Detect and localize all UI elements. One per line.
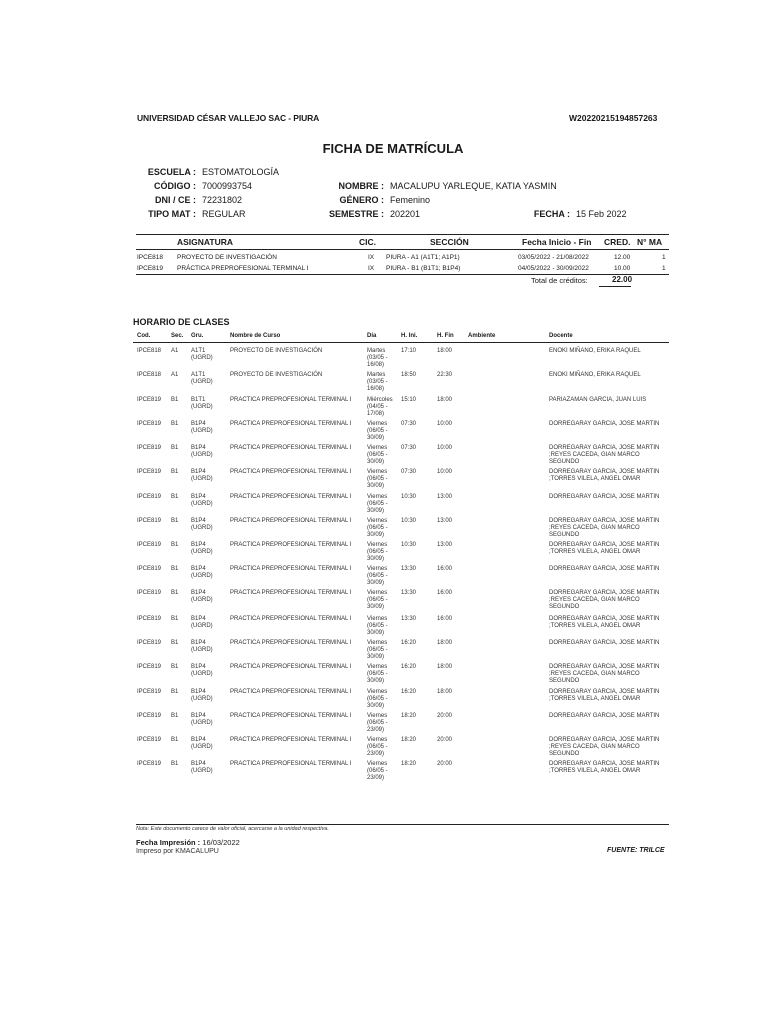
schedule-gru-cell: A1T1 (UGRD) bbox=[191, 348, 213, 362]
schedule-hini-cell: 15:10 bbox=[401, 397, 417, 403]
semestre-label: SEMESTRE : bbox=[328, 209, 384, 219]
schedule-cod-cell: IPCE819 bbox=[137, 664, 162, 670]
total-credits-value: 22.00 bbox=[612, 275, 633, 284]
fecha-value: 15 Feb 2022 bbox=[576, 209, 627, 219]
course-table-bottom-rule bbox=[136, 274, 669, 275]
schedule-dia-cell: Viernes (06/05 - 30/09) bbox=[367, 518, 388, 539]
schedule-cod-cell: IPCE819 bbox=[137, 616, 162, 622]
course-seccion: PIURA - A1 (A1T1; A1P1) bbox=[386, 254, 460, 261]
schedule-dia-cell: Viernes (06/05 - 30/09) bbox=[367, 445, 388, 466]
schedule-curso-cell: PRACTICA PREPROFESIONAL TERMINAL I bbox=[230, 737, 352, 743]
schedule-sec-cell: B1 bbox=[171, 761, 179, 767]
schedule-hini-cell: 07:30 bbox=[401, 445, 417, 451]
schedule-cod-cell: IPCE819 bbox=[137, 469, 162, 475]
codigo-label: CÓDIGO : bbox=[154, 181, 196, 191]
schedule-dia-cell: Viernes (06/05 - 30/09) bbox=[367, 542, 388, 563]
escuela-label: ESCUELA : bbox=[147, 167, 196, 177]
schedule-curso-cell: PRACTICA PREPROFESIONAL TERMINAL I bbox=[230, 761, 352, 767]
schedule-sec-cell: B1 bbox=[171, 445, 179, 451]
schedule-cod-cell: IPCE819 bbox=[137, 542, 162, 548]
schedule-gru-cell: B1P4 (UGRD) bbox=[191, 737, 213, 751]
schedule-hini-cell: 18:20 bbox=[401, 713, 417, 719]
fecha-label: FECHA : bbox=[533, 209, 570, 219]
document-code: W20220215194857263 bbox=[569, 113, 658, 123]
nombre-value: MACALUPU YARLEQUE, KATIA YASMIN bbox=[390, 181, 557, 191]
schedule-hini-cell: 16:20 bbox=[401, 689, 417, 695]
print-date-label: Fecha Impresión : bbox=[136, 838, 201, 847]
schedule-curso-cell: PRACTICA PREPROFESIONAL TERMINAL I bbox=[230, 494, 352, 500]
schedule-hini-cell: 13:30 bbox=[401, 566, 417, 572]
source-label: FUENTE: TRILCE bbox=[607, 847, 665, 854]
course-header-ciclo: CIC. bbox=[359, 237, 376, 247]
schedule-docente-cell: DORREGARAY GARCIA, JOSE MARTIN ;REYES CACEDA, GIAN MARCO SEGUNDO bbox=[549, 664, 660, 685]
schedule-cod-cell: IPCE818 bbox=[137, 372, 162, 378]
footer-note: Nota: Este documento carece de valor oficial, acercarse a la unidad respectiva. bbox=[136, 826, 329, 832]
schedule-hfin-cell: 20:00 bbox=[437, 713, 453, 719]
schedule-curso-cell: PRACTICA PREPROFESIONAL TERMINAL I bbox=[230, 518, 352, 524]
codigo-value: 7000993754 bbox=[202, 181, 253, 191]
schedule-dia-cell: Viernes (06/05 - 23/09) bbox=[367, 737, 388, 758]
schedule-header-rule bbox=[133, 342, 669, 343]
schedule-docente-cell: DORREGARAY GARCIA, JOSE MARTIN bbox=[549, 640, 660, 646]
schedule-cod-cell: IPCE819 bbox=[137, 445, 162, 451]
schedule-sec-cell: B1 bbox=[171, 518, 179, 524]
university-name: UNIVERSIDAD CÉSAR VALLEJO SAC - PIURA bbox=[137, 113, 320, 123]
schedule-cod-cell: IPCE819 bbox=[137, 421, 162, 427]
schedule-dia-cell: Viernes (06/05 - 30/09) bbox=[367, 566, 388, 587]
schedule-sec-cell: B1 bbox=[171, 616, 179, 622]
schedule-docente-cell: ENOKI MIÑANO, ERIKA RAQUEL bbox=[549, 372, 641, 378]
genero-label: GÉNERO : bbox=[339, 195, 384, 205]
schedule-sec-cell: B1 bbox=[171, 542, 179, 548]
schedule-cod-cell: IPCE819 bbox=[137, 689, 162, 695]
schedule-hfin-cell: 18:00 bbox=[437, 664, 453, 670]
schedule-curso-cell: PRACTICA PREPROFESIONAL TERMINAL I bbox=[230, 664, 352, 670]
schedule-gru-cell: B1P4 (UGRD) bbox=[191, 566, 213, 580]
schedule-curso-cell: PRACTICA PREPROFESIONAL TERMINAL I bbox=[230, 713, 352, 719]
schedule-header-docente: Docente bbox=[549, 333, 573, 339]
course-veces: 1 bbox=[662, 265, 666, 272]
schedule-header-hini: H. Ini. bbox=[401, 333, 418, 339]
schedule-hini-cell: 17:10 bbox=[401, 348, 417, 354]
schedule-cod-cell: IPCE819 bbox=[137, 397, 162, 403]
schedule-sec-cell: B1 bbox=[171, 737, 179, 743]
course-name: PROYECTO DE INVESTIGACIÓN bbox=[177, 254, 277, 261]
schedule-hfin-cell: 20:00 bbox=[437, 737, 453, 743]
escuela-value: ESTOMATOLOGÍA bbox=[202, 167, 280, 177]
course-fechas: 03/05/2022 - 21/08/2022 bbox=[518, 254, 589, 261]
schedule-sec-cell: B1 bbox=[171, 469, 179, 475]
print-date bbox=[136, 838, 240, 847]
schedule-hfin-cell: 20:00 bbox=[437, 761, 453, 767]
schedule-curso-cell: PRACTICA PREPROFESIONAL TERMINAL I bbox=[230, 421, 352, 427]
schedule-gru-cell: B1P4 (UGRD) bbox=[191, 761, 213, 775]
schedule-dia-cell: Miércoles (04/05 - 17/08) bbox=[367, 397, 393, 418]
schedule-dia-cell: Martes (03/05 - 16/08) bbox=[367, 372, 388, 393]
schedule-docente-cell: DORREGARAY GARCIA, JOSE MARTIN ;TORRES VILELA, ANGEL OMAR bbox=[549, 689, 660, 703]
course-header-seccion: SECCIÓN bbox=[430, 237, 469, 247]
schedule-docente-cell: DORREGARAY GARCIA, JOSE MARTIN bbox=[549, 713, 660, 719]
schedule-cod-cell: IPCE818 bbox=[137, 348, 162, 354]
schedule-gru-cell: B1P4 (UGRD) bbox=[191, 689, 213, 703]
schedule-dia-cell: Viernes (06/05 - 23/09) bbox=[367, 713, 388, 734]
schedule-hfin-cell: 22:30 bbox=[437, 372, 453, 378]
schedule-curso-cell: PRACTICA PREPROFESIONAL TERMINAL I bbox=[230, 640, 352, 646]
schedule-hfin-cell: 10:00 bbox=[437, 469, 453, 475]
schedule-curso-cell: PRACTICA PREPROFESIONAL TERMINAL I bbox=[230, 397, 352, 403]
schedule-docente-cell: DORREGARAY GARCIA, JOSE MARTIN bbox=[549, 494, 660, 500]
schedule-dia-cell: Viernes (06/05 - 30/09) bbox=[367, 494, 388, 515]
page-title bbox=[0, 141, 768, 156]
schedule-cod-cell: IPCE819 bbox=[137, 640, 162, 646]
schedule-curso-cell: PRACTICA PREPROFESIONAL TERMINAL I bbox=[230, 469, 352, 475]
schedule-sec-cell: B1 bbox=[171, 397, 179, 403]
dni-label: DNI / CE : bbox=[154, 195, 196, 205]
print-date-value: 16/03/2022 bbox=[202, 838, 240, 847]
schedule-docente-cell: DORREGARAY GARCIA, JOSE MARTIN ;REYES CACEDA, GIAN MARCO SEGUNDO bbox=[549, 445, 660, 466]
schedule-hini-cell: 16:20 bbox=[401, 640, 417, 646]
schedule-sec-cell: B1 bbox=[171, 640, 179, 646]
course-code: IPCE819 bbox=[137, 265, 164, 272]
schedule-cod-cell: IPCE819 bbox=[137, 737, 162, 743]
schedule-sec-cell: B1 bbox=[171, 566, 179, 572]
schedule-curso-cell: PRACTICA PREPROFESIONAL TERMINAL I bbox=[230, 616, 352, 622]
schedule-docente-cell: ENOKI MIÑANO, ERIKA RAQUEL bbox=[549, 348, 641, 354]
course-header-veces: N° MA bbox=[637, 237, 663, 247]
schedule-cod-cell: IPCE819 bbox=[137, 494, 162, 500]
schedule-hini-cell: 07:30 bbox=[401, 421, 417, 427]
schedule-sec-cell: B1 bbox=[171, 664, 179, 670]
schedule-gru-cell: B1P4 (UGRD) bbox=[191, 616, 213, 630]
schedule-cod-cell: IPCE819 bbox=[137, 761, 162, 767]
schedule-sec-cell: B1 bbox=[171, 421, 179, 427]
schedule-curso-cell: PRACTICA PREPROFESIONAL TERMINAL I bbox=[230, 590, 352, 596]
total-credits-label: Total de créditos: bbox=[531, 276, 588, 285]
schedule-gru-cell: B1P4 (UGRD) bbox=[191, 494, 213, 508]
schedule-hfin-cell: 18:00 bbox=[437, 640, 453, 646]
schedule-docente-cell: DORREGARAY GARCIA, JOSE MARTIN ;TORRES VILELA, ANGEL OMAR bbox=[549, 616, 660, 630]
schedule-title: HORARIO DE CLASES bbox=[133, 317, 230, 327]
schedule-dia-cell: Viernes (06/05 - 30/09) bbox=[367, 469, 388, 490]
schedule-gru-cell: B1P4 (UGRD) bbox=[191, 542, 213, 556]
schedule-curso-cell: PROYECTO DE INVESTIGACIÓN bbox=[230, 372, 323, 378]
course-seccion: PIURA - B1 (B1T1; B1P4) bbox=[386, 265, 461, 272]
course-header-asignatura: ASIGNATURA bbox=[177, 237, 234, 247]
schedule-dia-cell: Viernes (06/05 - 30/09) bbox=[367, 664, 388, 685]
course-header-creditos: CRED. bbox=[604, 237, 631, 247]
schedule-hini-cell: 13:30 bbox=[401, 616, 417, 622]
course-table-top-rule bbox=[136, 234, 669, 235]
schedule-header-dia: Día bbox=[367, 333, 377, 339]
schedule-gru-cell: B1P4 (UGRD) bbox=[191, 713, 213, 727]
schedule-dia-cell: Viernes (06/05 - 30/09) bbox=[367, 590, 388, 611]
course-ciclo: IX bbox=[368, 265, 375, 272]
schedule-cod-cell: IPCE819 bbox=[137, 566, 162, 572]
schedule-hini-cell: 16:20 bbox=[401, 664, 417, 670]
schedule-hini-cell: 10:30 bbox=[401, 518, 417, 524]
schedule-hini-cell: 18:20 bbox=[401, 737, 417, 743]
schedule-docente-cell: DORREGARAY GARCIA, JOSE MARTIN ;TORRES VILELA, ANGEL OMAR bbox=[549, 469, 660, 483]
schedule-hfin-cell: 10:00 bbox=[437, 445, 453, 451]
schedule-header-gru: Gru. bbox=[191, 333, 204, 339]
schedule-curso-cell: PRACTICA PREPROFESIONAL TERMINAL I bbox=[230, 445, 352, 451]
course-veces: 1 bbox=[662, 254, 666, 261]
schedule-docente-cell: DORREGARAY GARCIA, JOSE MARTIN ;REYES CACEDA, GIAN MARCO SEGUNDO bbox=[549, 518, 660, 539]
total-credits-underline bbox=[599, 286, 631, 287]
schedule-dia-cell: Viernes (06/05 - 30/09) bbox=[367, 689, 388, 710]
schedule-cod-cell: IPCE819 bbox=[137, 590, 162, 596]
schedule-curso-cell: PRACTICA PREPROFESIONAL TERMINAL I bbox=[230, 566, 352, 572]
schedule-dia-cell: Viernes (06/05 - 30/09) bbox=[367, 640, 388, 661]
schedule-cod-cell: IPCE819 bbox=[137, 518, 162, 524]
schedule-header-cod: Cod. bbox=[137, 333, 151, 339]
printed-by: Impreso por KMACALUPU bbox=[136, 848, 219, 855]
schedule-hini-cell: 13:30 bbox=[401, 590, 417, 596]
schedule-hini-cell: 18:50 bbox=[401, 372, 417, 378]
schedule-hfin-cell: 18:00 bbox=[437, 397, 453, 403]
schedule-hini-cell: 07:30 bbox=[401, 469, 417, 475]
schedule-gru-cell: B1P4 (UGRD) bbox=[191, 421, 213, 435]
course-creditos: 10.00 bbox=[614, 265, 631, 272]
schedule-sec-cell: A1 bbox=[171, 348, 179, 354]
schedule-sec-cell: A1 bbox=[171, 372, 179, 378]
tipo-mat-value: REGULAR bbox=[202, 209, 246, 219]
schedule-header-sec: Sec. bbox=[171, 333, 184, 339]
schedule-header-curso: Nombre de Curso bbox=[230, 333, 281, 339]
schedule-hfin-cell: 16:00 bbox=[437, 616, 453, 622]
schedule-hfin-cell: 13:00 bbox=[437, 494, 453, 500]
genero-value: Femenino bbox=[390, 195, 431, 205]
schedule-gru-cell: B1P4 (UGRD) bbox=[191, 469, 213, 483]
schedule-curso-cell: PRACTICA PREPROFESIONAL TERMINAL I bbox=[230, 689, 352, 695]
schedule-docente-cell: PARIAZAMAN GARCIA, JUAN LUIS bbox=[549, 397, 647, 403]
schedule-sec-cell: B1 bbox=[171, 689, 179, 695]
schedule-hfin-cell: 13:00 bbox=[437, 542, 453, 548]
schedule-docente-cell: DORREGARAY GARCIA, JOSE MARTIN ;REYES CACEDA, GIAN MARCO SEGUNDO bbox=[549, 737, 660, 758]
dni-value: 72231802 bbox=[202, 195, 243, 205]
page-title-text: FICHA DE MATRÍCULA bbox=[322, 141, 464, 156]
schedule-dia-cell: Viernes (06/05 - 30/09) bbox=[367, 616, 388, 637]
schedule-cod-cell: IPCE819 bbox=[137, 713, 162, 719]
schedule-hini-cell: 10:30 bbox=[401, 542, 417, 548]
schedule-gru-cell: B1P4 (UGRD) bbox=[191, 664, 213, 678]
schedule-sec-cell: B1 bbox=[171, 494, 179, 500]
schedule-gru-cell: A1T1 (UGRD) bbox=[191, 372, 213, 386]
schedule-curso-cell: PROYECTO DE INVESTIGACIÓN bbox=[230, 348, 323, 354]
schedule-header-ambiente: Ambiente bbox=[468, 333, 496, 339]
schedule-dia-cell: Viernes (06/05 - 30/09) bbox=[367, 421, 388, 442]
schedule-sec-cell: B1 bbox=[171, 713, 179, 719]
schedule-gru-cell: B1P4 (UGRD) bbox=[191, 445, 213, 459]
course-table-header-rule bbox=[136, 249, 669, 250]
course-name: PRÁCTICA PREPROFESIONAL TERMINAL I bbox=[177, 265, 309, 272]
schedule-gru-cell: B1P4 (UGRD) bbox=[191, 518, 213, 532]
schedule-hfin-cell: 18:00 bbox=[437, 348, 453, 354]
footer-rule bbox=[136, 824, 669, 825]
course-ciclo: IX bbox=[368, 254, 375, 261]
schedule-hini-cell: 18:20 bbox=[401, 761, 417, 767]
schedule-docente-cell: DORREGARAY GARCIA, JOSE MARTIN ;REYES CACEDA, GIAN MARCO SEGUNDO bbox=[549, 590, 660, 611]
schedule-curso-cell: PRACTICA PREPROFESIONAL TERMINAL I bbox=[230, 542, 352, 548]
schedule-hfin-cell: 10:00 bbox=[437, 421, 453, 427]
course-code: IPCE818 bbox=[137, 254, 164, 261]
schedule-docente-cell: DORREGARAY GARCIA, JOSE MARTIN bbox=[549, 566, 660, 572]
schedule-hfin-cell: 16:00 bbox=[437, 566, 453, 572]
schedule-dia-cell: Martes (03/05 - 16/08) bbox=[367, 348, 388, 369]
tipo-mat-label: TIPO MAT : bbox=[148, 209, 196, 219]
schedule-gru-cell: B1P4 (UGRD) bbox=[191, 590, 213, 604]
schedule-hini-cell: 10:30 bbox=[401, 494, 417, 500]
schedule-dia-cell: Viernes (06/05 - 23/09) bbox=[367, 761, 388, 782]
schedule-sec-cell: B1 bbox=[171, 590, 179, 596]
course-header-fechas: Fecha Inicio - Fin bbox=[522, 237, 592, 247]
schedule-header-hfin: H. Fin bbox=[437, 333, 454, 339]
schedule-hfin-cell: 16:00 bbox=[437, 590, 453, 596]
course-creditos: 12.00 bbox=[614, 254, 631, 261]
course-fechas: 04/05/2022 - 30/09/2022 bbox=[518, 265, 589, 272]
schedule-docente-cell: DORREGARAY GARCIA, JOSE MARTIN ;TORRES VILELA, ANGEL OMAR bbox=[549, 761, 660, 775]
semestre-value: 202201 bbox=[390, 209, 421, 219]
schedule-hfin-cell: 13:00 bbox=[437, 518, 453, 524]
nombre-label: NOMBRE : bbox=[338, 181, 384, 191]
schedule-gru-cell: B1T1 (UGRD) bbox=[191, 397, 213, 411]
schedule-gru-cell: B1P4 (UGRD) bbox=[191, 640, 213, 654]
schedule-docente-cell: DORREGARAY GARCIA, JOSE MARTIN ;TORRES VILELA, ANGEL OMAR bbox=[549, 542, 660, 556]
schedule-docente-cell: DORREGARAY GARCIA, JOSE MARTIN bbox=[549, 421, 660, 427]
schedule-hfin-cell: 18:00 bbox=[437, 689, 453, 695]
